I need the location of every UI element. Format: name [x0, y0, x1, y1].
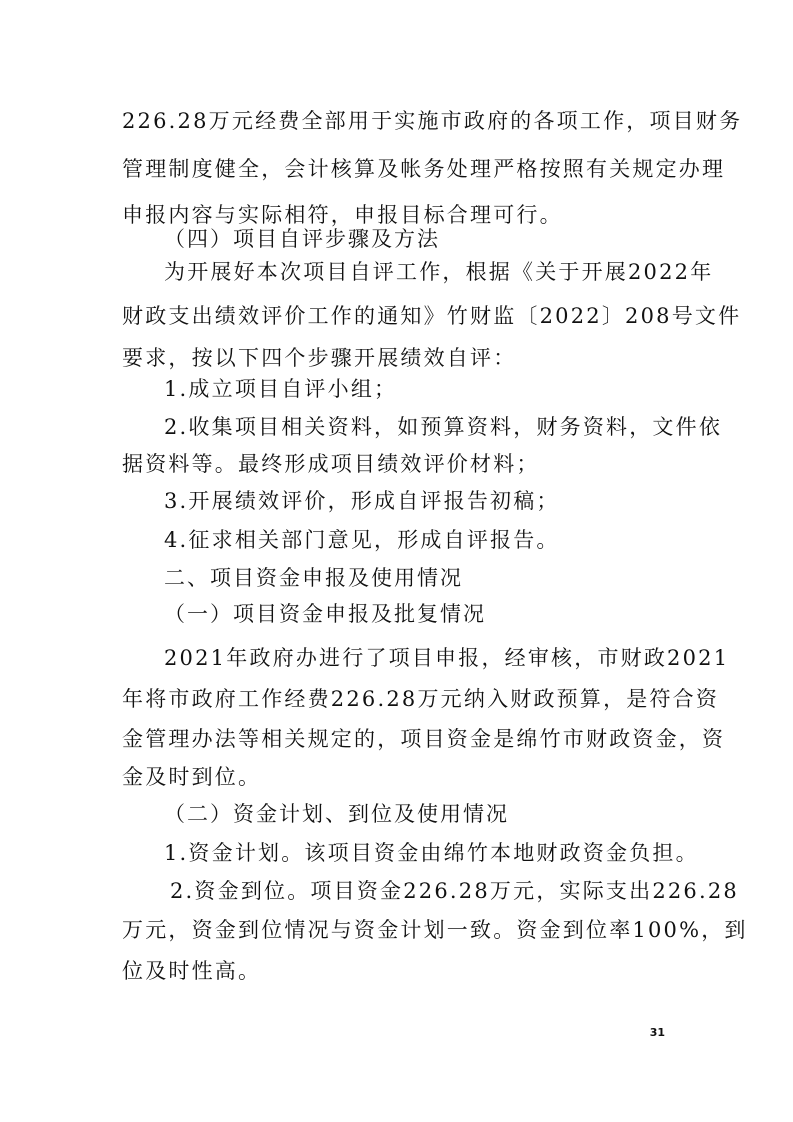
- paragraph-line: 财政支出绩效评价工作的通知》竹财监〔2022〕208号文件: [122, 304, 742, 328]
- paragraph-line: 要求，按以下四个步骤开展绩效自评：: [122, 346, 517, 370]
- paragraph-line: 金管理办法等相关规定的，项目资金是绵竹市财政资金，资: [122, 727, 726, 751]
- subsection-heading-two: （二）资金计划、到位及使用情况: [164, 802, 509, 826]
- paragraph-line: 为开展好本次项目自评工作，根据《关于开展2022年: [164, 260, 714, 284]
- paragraph-line: 金及时到位。: [122, 765, 262, 789]
- list-item: 3.开展绩效评价，形成自评报告初稿；: [164, 489, 560, 513]
- list-item: 4.征求相关部门意见，形成自评报告。: [164, 528, 560, 552]
- subsection-heading-one: （一）项目资金申报及批复情况: [164, 602, 486, 626]
- paragraph-line: 万元，资金到位情况与资金计划一致。资金到位率100%，到: [122, 918, 748, 942]
- paragraph-line: 226.28万元经费全部用于实施市政府的各项工作，项目财务: [122, 109, 743, 133]
- paragraph-line: 1.资金计划。该项目资金由绵竹本地财政资金负担。: [164, 841, 699, 865]
- paragraph-line: 2021年政府办进行了项目申报，经审核，市财政2021: [164, 646, 730, 670]
- list-item: 1.成立项目自评小组；: [164, 377, 398, 401]
- list-item-continuation: 据资料等。最终形成项目绩效评价材料；: [122, 452, 540, 476]
- list-item: 2.收集项目相关资料，如预算资料，财务资料，文件依: [164, 415, 723, 439]
- section-heading-four: （四）项目自评步骤及方法: [164, 227, 440, 251]
- paragraph-line: 管理制度健全，会计核算及帐务处理严格按照有关规定办理: [122, 157, 726, 181]
- section-heading-two: 二、项目资金申报及使用情况: [164, 566, 463, 590]
- paragraph-line: 2.资金到位。项目资金226.28万元，实际支出226.28: [170, 879, 739, 903]
- paragraph-line: 年将市政府工作经费226.28万元纳入财政预算，是符合资: [122, 687, 720, 711]
- page-number: 31: [649, 1026, 665, 1039]
- paragraph-line: 申报内容与实际相符，申报目标合理可行。: [122, 203, 563, 227]
- paragraph-line: 位及时性高。: [122, 959, 262, 983]
